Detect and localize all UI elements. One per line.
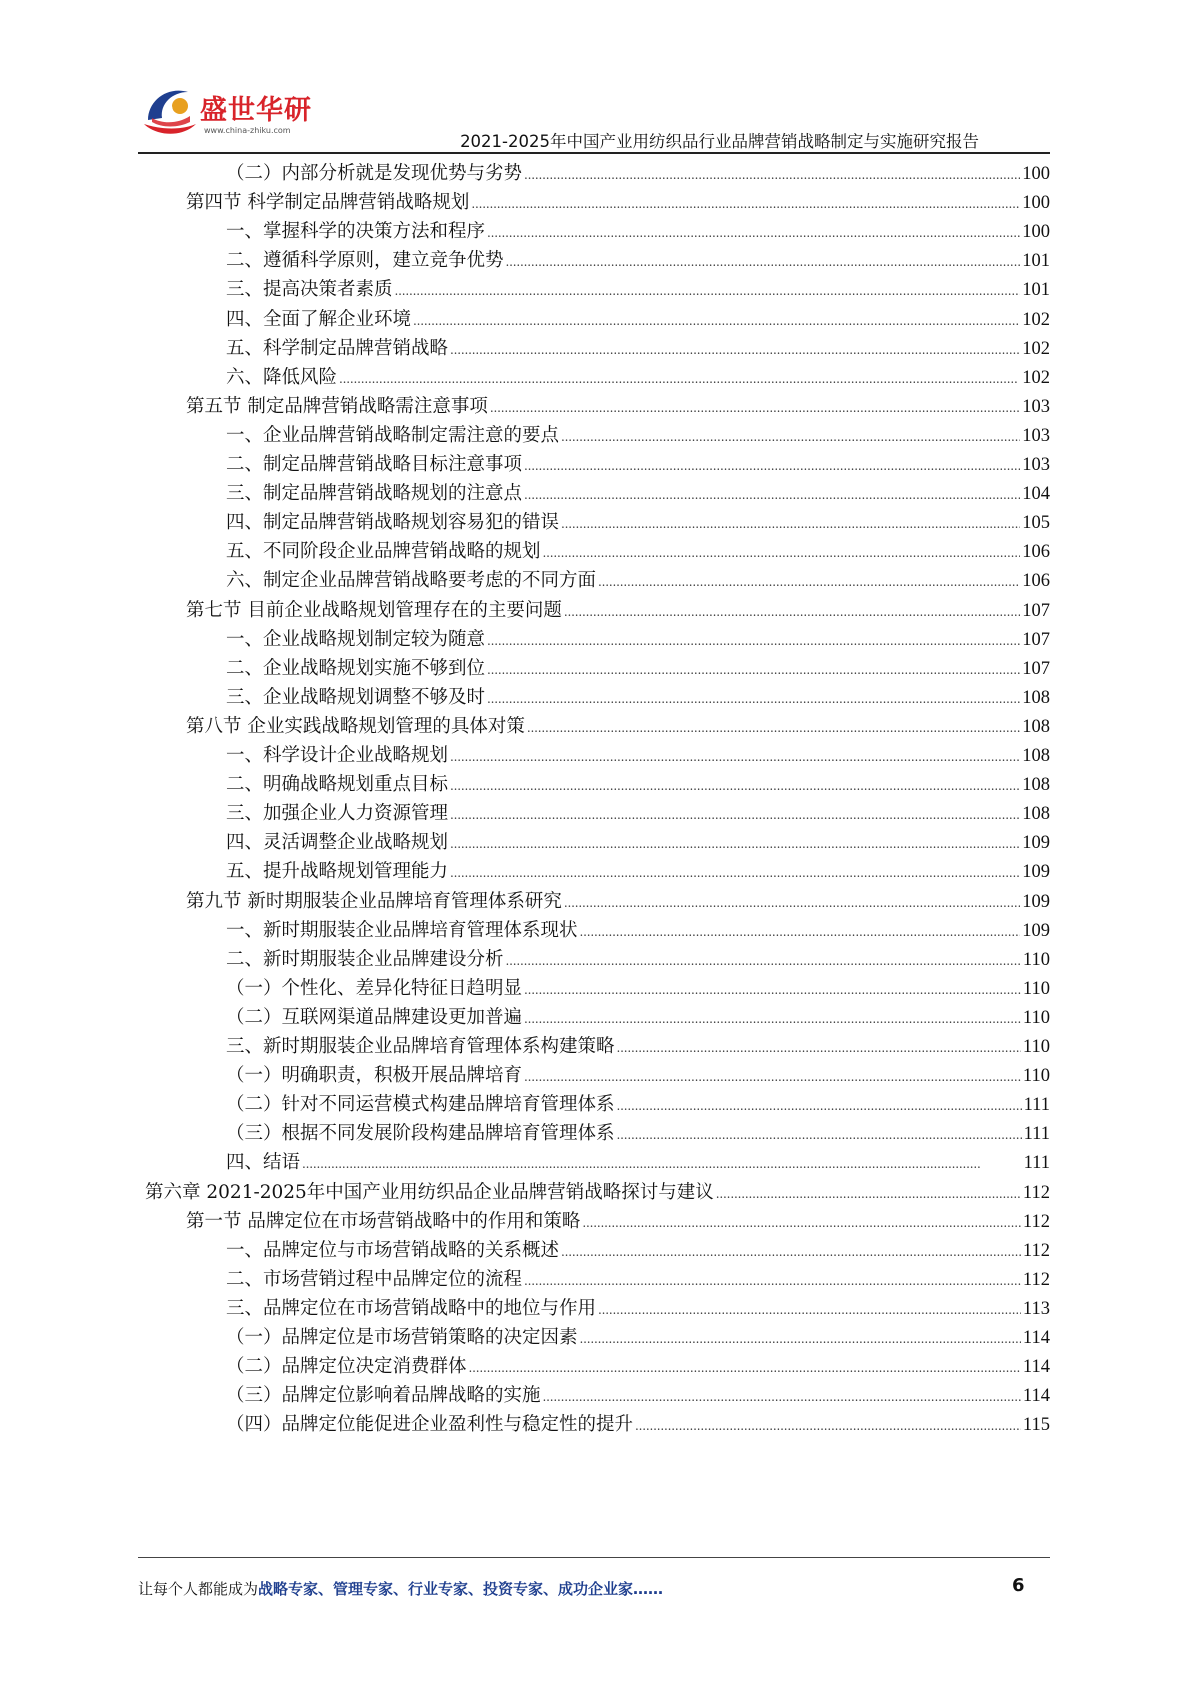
toc-entry-title: 一、新时期服装企业品牌培育管理体系现状 <box>226 919 578 941</box>
toc-leader-dots <box>450 742 1020 771</box>
toc-entry-title: 三、新时期服装企业品牌培育管理体系构建策略 <box>226 1036 615 1057</box>
toc-leader-dots <box>524 1062 1021 1091</box>
toc-entry[interactable] <box>226 858 1050 886</box>
toc-entry-title: （二）互联网渠道品牌建设更加普遍 <box>226 1006 523 1028</box>
toc-entry-page: 112 <box>1022 1182 1050 1203</box>
toc-entry[interactable] <box>226 306 1050 334</box>
toc-leader-dots <box>580 1324 1021 1353</box>
toc-entry-page: 108 <box>1022 775 1050 796</box>
toc-entry-page: 112 <box>1022 1269 1050 1290</box>
toc-entry[interactable] <box>226 1062 1050 1090</box>
toc-entry[interactable] <box>226 1324 1050 1352</box>
toc-entry-title: （一）明确职责，积极开展品牌培育 <box>226 1065 523 1087</box>
logo-emblem-icon <box>138 80 202 144</box>
toc-entry-page: 112 <box>1022 1211 1050 1232</box>
toc-leader-dots <box>524 480 1020 509</box>
toc-leader-dots <box>450 829 1020 858</box>
toc-entry-page: 101 <box>1022 280 1050 301</box>
toc-leader-dots <box>487 626 1020 655</box>
toc-leader-dots <box>524 975 1021 1004</box>
toc-leader-dots <box>524 1266 1021 1295</box>
logo-url: www.china-zhiku.com <box>204 126 291 135</box>
toc-leader-dots <box>598 567 1020 596</box>
toc-entry-page: 114 <box>1022 1357 1050 1378</box>
toc-entry-page: 103 <box>1022 455 1050 475</box>
toc-entry-page: 111 <box>1023 1095 1050 1116</box>
toc-entry-title: 第七节 目前企业战略规划管理存在的主要问题 <box>186 599 562 621</box>
toc-entry-title: （一）个性化、差异化特征日趋明显 <box>226 977 523 999</box>
toc-entry-page: 111 <box>1023 1153 1050 1174</box>
footer-slogan <box>138 1578 663 1599</box>
toc-entry[interactable] <box>226 626 1050 654</box>
toc-entry[interactable] <box>186 597 1050 625</box>
toc-leader-dots <box>561 422 1020 451</box>
toc-entry[interactable] <box>226 1295 1050 1323</box>
toc-entry[interactable] <box>186 1208 1050 1236</box>
toc-leader-dots <box>582 1208 1021 1237</box>
toc-leader-dots <box>524 451 1020 480</box>
toc-entry-page: 109 <box>1022 920 1050 941</box>
toc-entry[interactable] <box>226 684 1050 712</box>
toc-entry-title: 一、品牌定位与市场营销战略的关系概述 <box>226 1239 560 1261</box>
toc-entry[interactable] <box>226 975 1050 1003</box>
toc-entry-page: 109 <box>1022 891 1050 912</box>
toc-leader-dots <box>471 189 1020 218</box>
toc-entry[interactable] <box>226 1353 1050 1381</box>
toc-entry-title: 三、制定品牌营销战略规划的注意点 <box>226 483 523 505</box>
toc-entry-page: 103 <box>1022 425 1050 446</box>
toc-leader-dots <box>450 858 1020 887</box>
toc-leader-dots <box>543 1382 1021 1411</box>
toc-entry-page: 112 <box>1022 1240 1050 1261</box>
toc-entry-page: 100 <box>1022 164 1050 184</box>
toc-entry-page: 106 <box>1022 571 1050 592</box>
toc-entry-title: 六、降低风险 <box>226 366 338 388</box>
toc-entry[interactable] <box>226 1149 1050 1177</box>
toc-entry-title: 六、制定企业品牌营销战略要考虑的不同方面 <box>226 570 597 592</box>
toc-entry-title: 四、制定品牌营销战略规划容易犯的错误 <box>226 512 560 534</box>
footer-slogan-highlight: 战略专家、管理专家、行业专家、投资专家、成功企业家…… <box>258 1580 664 1598</box>
toc-entry-title: （三）品牌定位影响着品牌战略的实施 <box>226 1385 541 1407</box>
toc-entry[interactable] <box>226 1033 1050 1061</box>
toc-entry[interactable] <box>186 393 1050 421</box>
toc-entry-page: 115 <box>1022 1415 1050 1436</box>
toc-entry-title: 二、明确战略规划重点目标 <box>226 774 449 796</box>
toc-entry-title: 第八节 企业实践战略规划管理的具体对策 <box>186 715 525 737</box>
toc-entry-title: 第九节 新时期服装企业品牌培育管理体系研究 <box>186 890 562 912</box>
toc-entry-title: （一）品牌定位是市场营销策略的决定因素 <box>226 1327 578 1348</box>
header-divider <box>138 152 1050 154</box>
toc-leader-dots <box>580 917 1021 946</box>
toc-entry-page: 114 <box>1022 1386 1050 1407</box>
footer-slogan-prefix: 让每个人都能成为 <box>138 1580 259 1598</box>
toc-leader-dots <box>395 276 1021 305</box>
toc-leader-dots <box>561 509 1020 538</box>
toc-entry-title: 四、灵活调整企业战略规划 <box>226 832 449 854</box>
toc-entry[interactable] <box>226 800 1050 828</box>
toc-entry-title: 三、加强企业人力资源管理 <box>226 803 449 825</box>
toc-entry[interactable] <box>226 742 1050 770</box>
toc-entry[interactable] <box>226 335 1050 363</box>
toc-leader-dots <box>487 218 1020 247</box>
toc-entry[interactable] <box>226 1004 1050 1032</box>
toc-entry[interactable] <box>226 364 1050 392</box>
toc-leader-dots <box>561 1237 1021 1266</box>
toc-entry-title: 一、企业战略规划制定较为随意 <box>226 628 486 650</box>
toc-entry-page: 108 <box>1022 804 1050 825</box>
company-logo <box>138 80 312 152</box>
toc-entry-title: 二、制定品牌营销战略目标注意事项 <box>226 454 523 475</box>
toc-entry-page: 102 <box>1022 367 1050 388</box>
toc-entry-title: 五、不同阶段企业品牌营销战略的规划 <box>226 541 541 563</box>
page-number: 6 <box>1012 1575 1025 1596</box>
toc-entry-page: 104 <box>1022 484 1050 505</box>
toc-entry[interactable] <box>186 713 1050 741</box>
toc-entry-page: 102 <box>1022 309 1050 330</box>
toc-entry-page: 111 <box>1023 1124 1050 1145</box>
toc-entry[interactable] <box>226 567 1050 595</box>
toc-entry-page: 108 <box>1022 716 1050 737</box>
toc-entry-title: 第四节 科学制定品牌营销战略规划 <box>186 192 470 214</box>
toc-entry-page: 102 <box>1022 338 1050 359</box>
toc-entry-title: 四、全面了解企业环境 <box>226 308 412 330</box>
toc-entry-page: 101 <box>1022 251 1050 272</box>
toc-leader-dots <box>487 684 1020 713</box>
toc-entry[interactable] <box>226 538 1050 566</box>
toc-entry-title: 第六章 2021-2025年中国产业用纺织品企业品牌营销战略探讨与建议 <box>145 1181 714 1203</box>
toc-entry[interactable] <box>226 917 1050 945</box>
toc-leader-dots <box>716 1179 1021 1208</box>
toc-leader-dots <box>487 655 1020 684</box>
toc-entry[interactable] <box>226 655 1050 683</box>
toc-leader-dots <box>506 946 1021 975</box>
toc-entry-title: （三）根据不同发展阶段构建品牌培育管理体系 <box>226 1123 615 1145</box>
toc-entry-page: 108 <box>1022 746 1050 766</box>
toc-leader-dots <box>339 364 1020 393</box>
toc-entry-title: 四、结语 <box>226 1152 301 1174</box>
toc-entry-title: 五、科学制定品牌营销战略 <box>226 337 449 359</box>
toc-entry[interactable] <box>226 218 1050 246</box>
toc-entry-page: 103 <box>1022 396 1050 417</box>
toc-leader-dots <box>564 888 1020 917</box>
toc-entry[interactable] <box>226 771 1050 799</box>
toc-entry-page: 106 <box>1022 542 1050 563</box>
toc-leader-dots <box>450 800 1020 829</box>
toc-entry[interactable] <box>226 160 1050 188</box>
toc-entry-title: 第五节 制定品牌营销战略需注意事项 <box>186 395 488 417</box>
toc-entry-title: 二、遵循科学原则，建立竞争优势 <box>226 250 504 272</box>
toc-leader-dots <box>450 771 1020 800</box>
toc-entry-page: 110 <box>1022 1037 1050 1057</box>
toc-entry-page: 114 <box>1022 1328 1050 1348</box>
toc-entry-page: 110 <box>1022 949 1050 970</box>
toc-leader-dots <box>564 597 1020 626</box>
toc-entry-page: 107 <box>1022 658 1050 679</box>
toc-entry-page: 105 <box>1022 513 1050 534</box>
toc-entry-title: 三、企业战略规划调整不够及时 <box>226 686 486 708</box>
toc-entry-title: 第一节 品牌定位在市场营销战略中的作用和策略 <box>186 1210 581 1232</box>
report-title: 2021-2025年中国产业用纺织品行业品牌营销战略制定与实施研究报告 <box>460 132 979 151</box>
toc-entry-title: 三、品牌定位在市场营销战略中的地位与作用 <box>226 1297 597 1319</box>
toc-entry[interactable] <box>226 1237 1050 1265</box>
toc-entry-page: 107 <box>1022 600 1050 621</box>
toc-entry-page: 110 <box>1022 1007 1050 1028</box>
toc-entry-title: 二、新时期服装企业品牌建设分析 <box>226 948 504 970</box>
toc-entry-title: （二）内部分析就是发现优势与劣势 <box>226 163 523 184</box>
toc-entry-title: 一、掌握科学的决策方法和程序 <box>226 221 486 243</box>
toc-entry-title: 五、提升战略规划管理能力 <box>226 861 449 883</box>
toc-entry[interactable] <box>226 1120 1050 1148</box>
toc-entry-page: 110 <box>1022 1066 1050 1087</box>
toc-entry[interactable] <box>186 189 1050 217</box>
toc-entry-page: 108 <box>1022 687 1050 708</box>
toc-leader-dots <box>413 306 1020 335</box>
toc-leader-dots <box>469 1353 1021 1382</box>
toc-leader-dots <box>617 1120 1022 1149</box>
toc-entry[interactable] <box>226 946 1050 974</box>
toc-leader-dots <box>506 247 1021 276</box>
toc-entry-page: 109 <box>1022 862 1050 883</box>
toc-entry[interactable] <box>226 480 1050 508</box>
toc-entry[interactable] <box>226 1411 1050 1439</box>
toc-entry-title: 一、企业品牌营销战略制定需注意的要点 <box>226 424 560 446</box>
toc-leader-dots <box>543 538 1021 567</box>
toc-entry[interactable] <box>226 276 1050 304</box>
toc-leader-dots <box>527 713 1020 742</box>
toc-leader-dots <box>617 1091 1022 1120</box>
toc-leader-dots <box>450 335 1020 364</box>
toc-entry-title: 二、市场营销过程中品牌定位的流程 <box>226 1268 523 1290</box>
page-header <box>0 0 1191 150</box>
toc-entry-title: （四）品牌定位能促进企业盈利性与稳定性的提升 <box>226 1414 634 1436</box>
toc-leader-dots <box>524 1004 1021 1033</box>
toc-leader-dots <box>524 160 1020 189</box>
toc-leader-dots <box>490 393 1020 422</box>
toc-entry[interactable] <box>145 1179 1050 1207</box>
toc-entry-page: 100 <box>1022 193 1050 214</box>
toc-entry[interactable] <box>226 1091 1050 1119</box>
toc-entry[interactable] <box>226 451 1050 479</box>
toc-entry[interactable] <box>186 888 1050 916</box>
toc-entry[interactable] <box>226 1382 1050 1410</box>
toc-entry-page: 113 <box>1022 1298 1050 1319</box>
toc-entry[interactable] <box>226 1266 1050 1294</box>
toc-entry-page: 109 <box>1022 833 1050 854</box>
toc-entry[interactable] <box>226 422 1050 450</box>
toc-entry-title: 三、提高决策者素质 <box>226 279 393 301</box>
toc-leader-dots <box>302 1149 1022 1178</box>
toc-entry[interactable] <box>226 247 1050 275</box>
toc-leader-dots <box>635 1411 1021 1440</box>
toc-entry-page: 110 <box>1022 978 1050 999</box>
toc-leader-dots <box>598 1295 1021 1324</box>
toc-leader-dots <box>617 1033 1021 1062</box>
toc-entry[interactable] <box>226 509 1050 537</box>
toc-entry[interactable] <box>226 829 1050 857</box>
toc-entry-title: （二）针对不同运营模式构建品牌培育管理体系 <box>226 1094 615 1116</box>
toc-entry-title: （二）品牌定位决定消费群体 <box>226 1356 467 1378</box>
footer-divider <box>138 1557 1050 1558</box>
toc-entry-title: 二、企业战略规划实施不够到位 <box>226 657 486 679</box>
logo-text: 盛世华研 <box>200 95 312 126</box>
toc-entry-page: 107 <box>1022 629 1050 650</box>
toc-entry-title: 一、科学设计企业战略规划 <box>226 745 449 766</box>
toc-entry-page: 100 <box>1022 222 1050 243</box>
